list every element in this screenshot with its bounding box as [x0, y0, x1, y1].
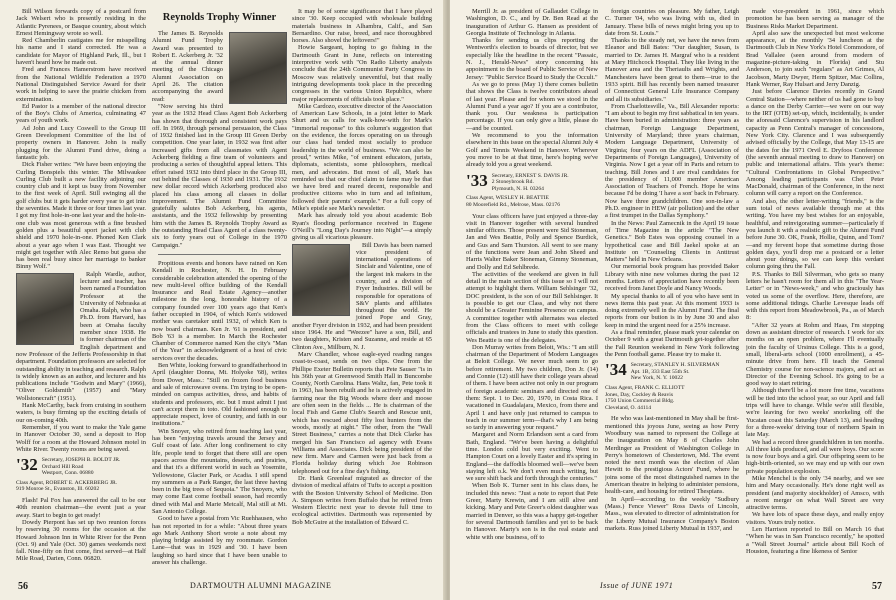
portrait-photo-bill-davis — [292, 244, 350, 316]
paragraph: Ad John and Lucy Coswell to the Group III Green Development Committee of the list of property owners in Hanover. John is really plugging for the Alumni Fund drive, doing a fantastic job. — [16, 124, 146, 161]
paragraph: Bill Davis has been named vice president of international operations of Sinclair and Valentine, one of the largest ink makers in the country, and a division of Fryer Industries. Bill will be responsible for operations of S&V plants and affiliates throughout the world. He joined Pope and Gray, another Fryer division in 1932, and had been president since 1964. He and "Weezee" have a son, Bill, and two daughters, Kristen and Suzanne, and reside at 65 Clinton Ave., Millburn, N. J. — [292, 241, 432, 351]
paragraph: Merrill Jr. as president of Gallaudet College in Washington, D. C., and by Dr. Ben Read at the inauguration of Arthur G. Hansen as president of Georgia Institute of Technology in Atlanta. — [466, 8, 598, 37]
paragraph: Remember, if you want to make the Yale game in Hanover October 30, send a deposit to Hop Wolff for a room at the Howard Johnson motel in White River. Twenty rooms are being saved. — [16, 423, 146, 453]
issue-date: Issue of JUNE 1971 — [600, 581, 674, 590]
page-number-right: 57 — [872, 581, 882, 592]
right-column-2 — [605, 8, 739, 568]
paragraph: Dick Fisher writes: "We have been enjoying the Curling Bonspiels this winter. The Milwaukee Curling Club built a new facility adjoining our country club and it kept us busy from November to the first week of April. Still swinging all the golf clubs but it gets harder every year to get into the seventies. Made it three or four times last year. I got my first hole-in-one last year and the hole-in-one club was most generous with a fine brushed golden plus a beautiful sport jacket with club shield and 1970 hole-in-one. Phoned Ken Clark about a year ago when I was East. Thought we might get together with Alec Remo but guess she has been real busy since her marriage to banker Binny Wolf." — [16, 161, 146, 271]
paragraph: Flash! Pal Fox has answered the call to be our 40th reunion chairman—the event just a year away. Start to begin to get ready! — [16, 497, 146, 519]
paragraph: Hank McCarthy, back from cruising in southern waters, is busy firming up the exciting details of our on-coming 40th. — [16, 402, 146, 424]
paragraph: Mike Cardozo, executive director of the Association of American Law Schools, in a joint letter to Mark Shurt and us calls for walk-how-with for Mark's "immortal response" to this column's suggestion that on the evidence, the forces operating on us through our class had tended most socially to produce leadership in the world of business. "We can also be proud," writes Mike, "of eminent educators, jurists, diplomats, scientists, some philosophers, medical men, and advocates. But most of all, Mark has reminded us that our chief claim to fame may be that we have bred and reared decent, responsible and productive citizens who in turn and ad infinitum, followed their parents' example." For a full copy of Mike's epistle see Mark's newsletter. — [292, 102, 432, 213]
paragraph: Mike Menchel is the only '34 nearby, and we see him and Mary occasionally. He's done right well as president (and majority stockholder) of Amsco, with a recent merger on what Wall Street are very attractive terms. — [746, 475, 884, 512]
class-agent: Class Agent, WESLEY H. BEATTIE 80 Moorefield Rd., Melrose, Mass. 02176 — [466, 195, 560, 208]
paragraph: foreign countries on pleasure. My father, Leigh C. Turner '04, who was living with us, died in January. These bills of news might bring you up to date from St. Louis." — [605, 8, 739, 37]
portrait-photo-ralph-wardle — [16, 273, 74, 345]
paragraph: The activities of the weekend are given in full detail in the main section of this issue so I will not attempt to highlight them. William Sehlsinger '32, DOC president, is the son of our Bill Sehlsinger. It is possible to get our Class, and why not there should be a Greater Feminine Presence on campus. A committee together with alternates was elected from the Class officers to meet with college officials and trustees in June to study this question. Wes Beattie is one of the delegates. — [466, 270, 598, 344]
paragraph: Propitious events and honors have rained on Ken Kendall in Rochester, N. H. In February considerable celebration attended the opening of the new multi-level office building of the Kendall Insurance and Real Estate Agency—another milestone in the long, honorable history of a company founded over 100 years ago that Ken's father occupied in 1904, of which Ken's widowed mother was caretaker until 1932, of which Ken is now board chairman. Ken Jr. '61 is president, and Bob '63 is a member. In March the Rochester Chamber of Commerce named Ken the city's "Man of the Year" in acknowledgment of a host of civic services over the decades. — [152, 259, 287, 362]
class-heading-34 — [605, 362, 739, 382]
paragraph: "Now serving his third year as the 1932 Head Class Agent Bob Ackerberg has shown that thorough and consistent work pays off. In 1969, through personal persuasion, the Class of 1932 finished last in the Group III Green Derby competition. One year later, in 1932 was first after increased gifts from all classmates with Agent Ackerberg fielding a fine team of volunteers and producing a series of thoughtful appeal letters. This effort raised 1932 into third place in the Group III, out behind the Classes of 1930 and 1931. The 1932 new dollar record which Ackerberg produced also placed his class among all classes in dollar improvement. The Alumni Fund Committee gratefully salutes Bob Ackerberg, his agents, assistants, and the 1932 fellowship by presenting him with the James B. Reynolds Trophy Award as the outstanding Head Class Agent of a class twenty-six to forty years out of College in the 1970 Campaign." — [152, 102, 287, 249]
paragraph: We had a record three grandchildren in ten months. All three kids produced, and all were boys. Our score is now four boys and a girl. Our offspring seem to be high-birth-oriented, so we may end up with our own private population explosion. — [746, 438, 884, 475]
paragraph: As a final reminder, please mark your calendar on October 9 with a great Dartmouth get-together after the Fall Reunion weekend in New York following the Penn football game. Please try to make it. — [605, 329, 739, 358]
paragraph: Win Snoyer, who retired from teaching last year, has been "enjoying travels around the Jersey and Gulf coast of late. After long confinement to city life, people tend to forget that there still are open spaces across the mountains, deserts, and prairies, and that it's a different world in such as Yosemite, Yellowstone, Glacier Park, or Acadia. I still spend my summers as a Park Ranger, the last three having been in the big trees of Sequoia." The Snoyers, who may come East come football season, had recently dined with Mal and Marie Metcalf, Mal still at Mt. San Antonio College. — [152, 427, 287, 515]
left-column-3 — [292, 8, 432, 568]
paragraph: Although there'll be a lot more free time, vacations will be tied into the school year, so our April and fall trips will have to change. While we're still flexible, we're leaving for two weeks' snorkeling off the Yucatan coast this Saturday (March 13), and heading for a three-weeks' driving tour of northern Spain in late May. — [746, 387, 884, 439]
paragraph: Len Harrison reported to Bill on March 16 that "When he was in San Francisco recently," he spotted a "Wall Street Journal" article about Bill Koch of Houston, featuring a fine likeness of Senior — [746, 526, 884, 555]
paragraph: Bill Wilson forwards copy of a postcard from Jack Welsert who is presently residing in the Atlantic Pyrenees, or Basque country, about which Ernest Hemingway wrote so well. — [16, 8, 146, 37]
paragraph: From Charlottesville, Va., Bill Alexander reports: "I am about to begin my first sabbatical in ten years. Have been buried in administration: three years as chairman, Foreign Language Department, University of Maryland; three years chairman, Modern Language Department, University of Virginia; four years on the ADFL (Association of Departments of Foreign Languages), University of Virginia. Now I get a year off in Paris and return to teaching. Bill Jones and I are rival candidates for the presidency of 11,000 member American Association of Teachers of French. Hope he wins because I'd be doing 'I have a son' back in February. Now have three grandchildren. One son-in-law a Ph.D. engineer in HEW (air pollution) and the other a first trumpet in the Dallas Symphony." — [605, 102, 739, 220]
portrait-photo-robert-ackerberg — [229, 32, 287, 104]
paragraph: When Bob K. Turner sent in his class dues, he included this news: "Just a note to report that Pete Greer, Marty Krewin, and I am still alive and kicking. Mary and Pete Greer's oldest daughter was married in Denver, so this was a happy get-together for several Dartmouth families and yet to be back in Hanover. Marty's son is in the real estate and white with one business, off to — [466, 482, 598, 541]
class-heading-33 — [466, 170, 598, 193]
paragraph: My special thanks to all of you who have sent in news items this past year. At this moment 1933 is doing extremely well in the Alumni Fund. The final reports from our bution is in by June 30 and also keep in mind the urgent need for a 25% increase. — [605, 292, 739, 329]
paragraph: As we go to press (May 1) there comes bulletin that shows the Class is twelve contributors ahead of last year. Please and for whom we stood in the Alumni Fund a year ago? If you are a contributor, thank you. Our weakness is participation percentage. If you can only give a little, please do—and be counted. — [466, 80, 598, 132]
paragraph: Your class officers have just enjoyed a three-day visit in Hanover together with several hundred similar officers. Those present were Sid Stoneman, Jan and Wes Beattie, Polly and Spence Burdick, and Gus and Sam Thurston. All went to see many of the functions were Jean and John Sheed and Harris Walter Baker Stoneman, Gimmy Stoneman, and Dolly and Ed Sehlbrede. — [466, 212, 598, 271]
paragraph: In the News: Paul Zamecnik in the April 19 issue of Time Magazine in the article "The New Genetics." Bob Estes was opposing counsel in a hypothetical case and Bill Jaekel spoke at an Institute on "Counseling Clients in Antitrust Matters" held in New Orleans. — [605, 219, 739, 264]
right-page — [450, 0, 896, 600]
class-agent: Class Agent, FRANK C. ELLIOTT Jones, Day, Cockley & Reavis 1750 Union Commercial Bldg. Cleveland, O. 44114 — [605, 385, 685, 411]
class-secretary: Secretary, ERNEST S. DAVIS JR. 2 Stoneybrook Rd. Plymouth, N. H. 03264 — [491, 172, 569, 192]
class-year: '32 — [16, 455, 38, 475]
paragraph: Dr. Hank Greenleaf migrated as director of the division of medical affairs of Tufts to accept a position with the Boston University School of Medicine. Don A. Simpson writes from Buffalo that he retired from Western Electric next year to devote full time to ecological activities. Dartmouth was represented by Bob McGuire at the installation of Edward C. — [292, 475, 432, 526]
paragraph: Howie Sargeant, hoping to go fishing in the Dartmouth Grant in June, reflects on interesting interpretive work with "On Radio Liberty analysts conclude that the 24th Communist Party Congress in Moscow was relatively uneventful, but that really intriguing developments took place in the preceding congresses in the various Union Republics, where major replacements of officials took place." — [292, 44, 432, 103]
paragraph: Thanks to the steady net, we have the news from Eleanor and Bill Bates: "Our daughter, Susan, is married to Dr. James H. Margraf who is a resident at Mary Hitchcock Hospital. They like living in the Hanover area and the Theriaults and Wrights, and Manchesters have been great to them—true to the 1933 spirit. Bill has recently been named treasurer of Connecticut General Life Insurance Company and all its subsidiaries." — [605, 37, 739, 103]
article-heading: Reynolds Trophy Winner — [162, 12, 277, 23]
paragraph: Good to have a postal from Vic Ruehhausen, who has not reported in for a while: "About three years ago Mark Anthony Short wrote a note about my playing bridge assisted by my roommate. Gordon Lane—that was in 1929 and '30. I have been laughing so hard since that I have been unable to answer his challenge. — [152, 515, 287, 567]
paragraph: P.S. Thanks to Bill Silverman, who gets so many letters he hasn't room for them all in this "The Year-Letter" or in "News-week," and who graciously has voted us some of the overflow. Here, therefore, are some additional tidings. Charlie Levesque leads off with this report from Meadowbrook, Pa., as of March 8: — [746, 270, 884, 322]
paragraph: Don Murray writes from Beloit, Wis.: "I am still chairman of the Department of Modern Languages at Beloit College. We never much seem to go before retirement. My two children, Don Jr. (14) and Connie (12) still have their college years ahead of them. I have been active not only in our program of foreign academic seminars and directed one of them: Sept. 1 to Dec. 20, 1970, in Costa Rica. I vacationed in Guadalajara, Mexico, from there and April 1 and have only just returned to campus to teach in our summer term—that's why I am being so tardy in answering your request." — [466, 343, 598, 432]
class-secretary: Secretary, JOSEPH B. BOLDT JR. Orchard Hill Road Westport, Conn. 06880 — [41, 457, 121, 477]
paragraph: Just before Clarence Davies recently in Grand Central Station—where neither of us had gone to buy a dance on the Derby Carrier—we were on our way to the IRT (OTB) set-up, which, incidentally, is under the aforesaid Clarence's supervision in his landlord capacity as Penn Central's manager of concessions, New York City. Clarence and I was subsequently advised officially by the College, that May 13-15 are the dates for the 1971 Orvil E. Dryfoos Conference (the seventh annual meeting to draw to Hanover) on public and international affairs. This year's theme: "Cultural Confrontations in Global Perspective." Among leading participants was Chet Peter MacDonald, chairman of the Conference, in the next column will carry a report on the Conference. — [746, 88, 884, 198]
left-column-1 — [16, 8, 146, 568]
left-column-2 — [152, 8, 287, 568]
page-number-left: 56 — [18, 581, 28, 592]
paragraph: Our memorial book program has provided Baker Library with nine new volumes during the past 12 months. Letters of appreciation have recently been received from Janet Doyle and Nancy Woods. — [605, 263, 739, 293]
class-year: '33 — [466, 170, 488, 190]
left-page — [0, 0, 446, 600]
class-heading-32 — [16, 457, 146, 477]
divider — [158, 254, 281, 255]
paragraph: Ralph Wardle, author, lecturer and teacher, has been named a Foundation Professor at the University of Nebraska at Omaha. Ralph, who has a Ph.D. from Harvard, has been at Omaha faculty member since 1938. He is former chairman of the English department and now Professor of the Jefferis Professorship in that department. Foundation professors are selected for outstanding ability in teaching and research. Ralph is widely known as an author, and lecturer and his publications include "Godwin and Mary" (1966), "Oliver Goldsmith" (1957) and "Mary Wollstonecraft" (1951). — [16, 270, 146, 402]
class-year: '34 — [605, 360, 627, 380]
paragraph: "After 32 years at Rohm and Haas, I'm stepping down as assistant director of research. I work for six months on an open problem, where I'll eventually join the faculty of Ursinus College. This is a good, small, liberal-arts school (1000 enrollment), a 45-minute drive from here. I'll teach the General Chemistry course for non-science majors, and act as Director of the Evening School. It's going to be a good way to start retiring. — [746, 321, 884, 388]
paragraph: The James B. Reynolds Alumni Fund Trophy Award was presented to Robert E. Ackerberg Jr. '32 at the annual dinner meeting of the Chicago Alumni Association on April 26. The citation accompanying the award read: — [152, 30, 223, 103]
paragraph: Ben White, looking forward to grandfatherhood in April (daughter Donna, Mt. Holyoke '68), writes from Dover, Mass.: "Still on frozen food business and sale of microwave ovens. I'm trying to be open-minded on campus activities, dress, and habits of students and professors, etc. but I must admit I just can't accept them in toto. Old fashioned enough to appreciate respect, love of country, and faith in our institutions." — [152, 362, 287, 428]
right-column-1 — [466, 8, 598, 568]
paragraph: And also, the other letter-writing "friends," is the sum total of news available through me at this writing. You have my best wishes for an enjoyable, healthful, and reinvigorating summer—particularly if you launch it with a realistic gift to the Alumni Fund before June 30. OK, Frank, Hollie, Quinn, and Tom?—and my fervent hope that sometime during those golden days, you'll drop me a postcard or a letter about your doings, so we can keep this verdant column going thru the Fall. — [746, 197, 884, 271]
paragraph: It may be of some significance that I have played since '30. Keep occupied with wholesale building materials business in Alhambra, Calif., and San Bernardino. Our raise, breed, and race thoroughbred horses. Also shovel the leftovers!" — [292, 8, 432, 45]
paragraph: Red Chamberlin castigates me for misspelling his name and I stand corrected. He was a candidate for Mayor of Highland Park, Ill., but I haven't heard how he made out. — [16, 37, 146, 67]
right-column-3 — [746, 8, 884, 568]
paragraph: In April—according to the weekly "Sudbury (Mass.) Fence Viewer" Ross Davis of Lincoln, Mass., was elevated to director of administration for the Liberty Mutual Insurance Company's Boston markets. Russ joined Liberty Mutual in 1937, and — [605, 495, 739, 532]
paragraph: Dowdy Pierpont has set up two reunion forces by reserving 30 rooms for the occasion at the Howard Johnson Inn in White River for the Penn (Oct. 9) and Yale (Oct. 30) games weekends next fall. Nine-fifty on first come, first served—at Half Mile Road, Darien, Conn. 06820. — [16, 518, 146, 563]
paragraph: Marv Chandler, whose eagle-eyed reading ranges coast-to-coast, sends on two clips. One from the Phillipe Exeter Bulletin reports that Pete Sauser "is in his 36th year at Greenwood Smith Hall in Buncombe County, North Carolina. Hans Waltz, fan, Pete took it in 1963, has been rebuilt and he is actively engaged in farming near the Big Woods where deer and moose are often seen in the fields ... He is chairman of the local Fish and Game Club's Search and Rescue unit, which has rescued about fifty lost hunters from the woods, mostly at night." The other, from the "Wall Street Business," carries a note that Dick Clarke has merged his San Francisco ad agency with Evans Williams and Associates. Dick being president of the new firm. Marv and Carmen were just back from a Florida holiday during which Joe Robinson telephoned out for a fine day's fishing. — [292, 350, 432, 475]
paragraph: April also saw the unexpected but most welcome appearance, at the monthly '34 luncheon at the Dartmouth Club in New York's Hotel Commodore, of Brad Vallalee (seen around from modern of magazine-picture-taking in Florida) and Stu Anderson, to join such "regulars" as Art Grimes, Al Jacobson, Marty Dwyer, Herm Spitzer, Mac Collins, Hank Werner, Ray Hulsart and Jerry Danzig. — [746, 29, 884, 88]
paragraph: Margaret and Norm Erlandson sent a card from Bath, England. "We've been having a delightful time. London cold but very exciting. Went to Hampton Court on a lovely Easter and it's spring in England—the daffodils bloomed well—we've been staying left o.k. We don't even much writing, but we sure shift back and forth through the centuries." — [466, 431, 598, 483]
paragraph: Fred and Frances Hamerstrom have received from the National Wildlife Federation a 1970 National Distinguished Service Award for their work in helping to save the prairie chicken from extermination. — [16, 66, 146, 103]
paragraph: made vice-president in 1961, since which promotion he has been serving as manager of the Business Risks Market Department. — [746, 8, 884, 30]
paragraph: He who was last-mentioned in May shall be first-mentioned this joyous June, seeing as how Perry Woodbury was named to represent the College at the inauguration on May 8 of Charles John Merdinger as President of Washington College in Perry's hometown of Chestertown, Md. The event noted the next month was the election of Alan Hewitt to the prestigious Actors' Fund, where he joins some of the most distinguished names in the American theatre in helping to administer pensions, health-care, and housing for retired Thespians. — [605, 415, 739, 496]
paragraph: Thanks for sending us clips reporting the Wentworth's election to boards of director, but we especially like the headline in the recent "Passaic, N. J., Herald-News" story concerning his appointment to the board of Public Service of New Jersey: "Public Service Board to Study the Occult." — [466, 37, 598, 81]
class-agent: Class Agent, ROBERT E. ACKERBERG JR. 919 Monroe St., Evanston, Ill. 60202 — [16, 479, 118, 493]
paragraph: We have lots of space these days, and really enjoy visitors. Yours truly notice. — [746, 511, 884, 526]
class-secretary: Secretary, STANLEY H. SILVERMAN Apt. 1B, 333 East 55th St. New York, N. Y. 10022 — [630, 362, 720, 382]
paragraph: Mark has already told you about academic Bob Ryan's flooding performance received in Eugene O'Neill's "Long Day's Journey into Night"—a simply giving us all vicarious pleasure. — [292, 212, 432, 242]
magazine-name: DARTMOUTH ALUMNI MAGAZINE — [190, 581, 332, 590]
paragraph: Ed Pastor is a member of the national director of the Boy's Clubs of America, culminating 47 years of youth work. — [16, 102, 146, 125]
paragraph: We recommend to you the information elsewhere in this issue on the special Alumni July 4 Golf and Tennis Weekend in Hanover. Wherever you move to be at that time, here's hoping we've already told you a great weekend. — [466, 132, 598, 169]
